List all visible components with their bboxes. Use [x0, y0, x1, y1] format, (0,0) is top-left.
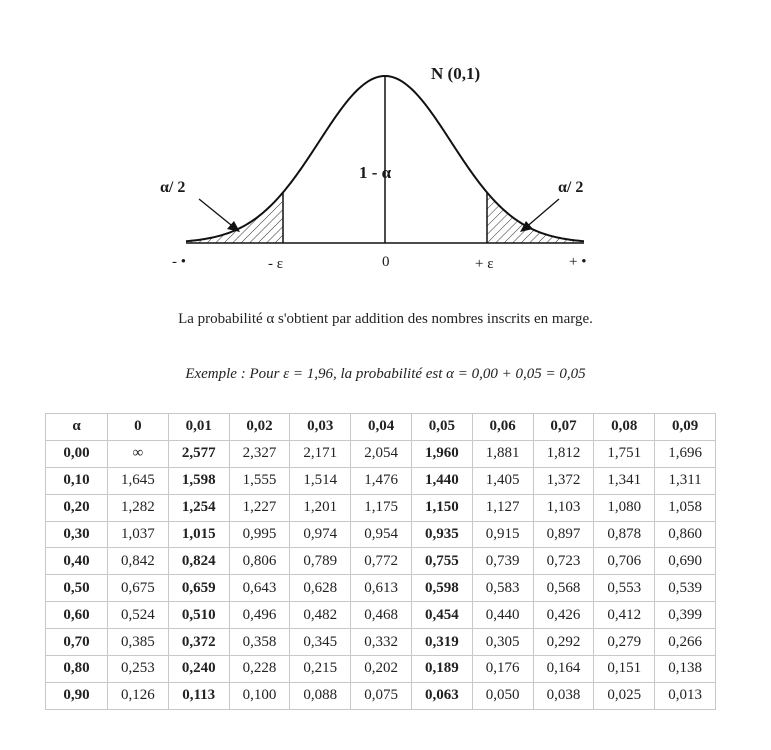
table-cell: 0,345: [290, 629, 351, 656]
table-cell: 0,690: [655, 548, 716, 575]
table-cell: 0,358: [229, 629, 290, 656]
table-cell: 0,253: [108, 656, 169, 683]
table-cell: 0,454: [411, 602, 472, 629]
table-cell: 0,468: [351, 602, 412, 629]
table-cell: 0,539: [655, 575, 716, 602]
table-cell: 0,138: [655, 656, 716, 683]
table-row: [46, 440, 716, 467]
table-row: [46, 602, 716, 629]
table-cell: 1,514: [290, 467, 351, 494]
row-header: 0,00: [46, 440, 108, 467]
table-cell: 0,659: [168, 575, 229, 602]
table-cell: 1,960: [411, 440, 472, 467]
table-row: [46, 494, 716, 521]
row-header: 0,60: [46, 602, 108, 629]
epsilon-table: [45, 413, 716, 710]
table-cell: 0,332: [351, 629, 412, 656]
table-cell: 1,201: [290, 494, 351, 521]
table-cell: 2,171: [290, 440, 351, 467]
tick-negative-infinity: - •: [172, 254, 186, 270]
table-cell: 0,954: [351, 521, 412, 548]
table-cell: 0,860: [655, 521, 716, 548]
table-cell: 0,723: [533, 548, 594, 575]
header-column: 0,08: [594, 414, 655, 441]
table-cell: 0,974: [290, 521, 351, 548]
table-cell: 0,568: [533, 575, 594, 602]
table-cell: 0,088: [290, 682, 351, 709]
row-header: 0,40: [46, 548, 108, 575]
table-cell: 1,015: [168, 521, 229, 548]
table-cell: 1,058: [655, 494, 716, 521]
right-tail-label: α/ 2: [558, 179, 584, 196]
table-cell: 0,266: [655, 629, 716, 656]
table-row: [46, 629, 716, 656]
table-cell: 0,038: [533, 682, 594, 709]
table-cell: 1,645: [108, 467, 169, 494]
header-column: 0,03: [290, 414, 351, 441]
table-row: [46, 656, 716, 683]
table-cell: 1,372: [533, 467, 594, 494]
normal-distribution-figure: [0, 0, 771, 300]
table-cell: 0,613: [351, 575, 412, 602]
table-cell: 0,524: [108, 602, 169, 629]
table-cell: 1,175: [351, 494, 412, 521]
table-cell: 1,254: [168, 494, 229, 521]
table-cell: 1,127: [472, 494, 533, 521]
table-cell: 0,305: [472, 629, 533, 656]
table-cell: 1,440: [411, 467, 472, 494]
table-cell: 0,482: [290, 602, 351, 629]
table-cell: 0,399: [655, 602, 716, 629]
caption-probability: La probabilité α s'obtient par addition des nombres inscrits en marge.: [178, 311, 593, 327]
tick-positive-infinity: + •: [569, 254, 587, 270]
table-cell: 1,150: [411, 494, 472, 521]
table-cell: 0,553: [594, 575, 655, 602]
header-column: 0,07: [533, 414, 594, 441]
table-cell: 0,025: [594, 682, 655, 709]
table-cell: 0,319: [411, 629, 472, 656]
row-header: 0,30: [46, 521, 108, 548]
tick-plus-epsilon: + ε: [475, 256, 494, 272]
table-row: [46, 467, 716, 494]
table-cell: 1,311: [655, 467, 716, 494]
row-header: 0,90: [46, 682, 108, 709]
table-cell: 1,598: [168, 467, 229, 494]
table-cell: 1,405: [472, 467, 533, 494]
table-cell: 0,151: [594, 656, 655, 683]
table-cell: 1,103: [533, 494, 594, 521]
table-cell: 0,897: [533, 521, 594, 548]
table-cell: 1,282: [108, 494, 169, 521]
table-cell: 0,772: [351, 548, 412, 575]
table-cell: 0,164: [533, 656, 594, 683]
table-cell: 0,063: [411, 682, 472, 709]
distribution-label: N (0,1): [431, 64, 481, 83]
table-cell: 0,240: [168, 656, 229, 683]
table-cell: 0,215: [290, 656, 351, 683]
table-cell: 0,100: [229, 682, 290, 709]
table-cell: 0,202: [351, 656, 412, 683]
right-tail-arrow: [524, 199, 559, 229]
tick-zero: 0: [382, 254, 390, 270]
table-cell: 0,789: [290, 548, 351, 575]
table-cell: 0,878: [594, 521, 655, 548]
table-cell: 0,824: [168, 548, 229, 575]
table-cell: 1,227: [229, 494, 290, 521]
table-cell: 0,915: [472, 521, 533, 548]
header-column: 0,01: [168, 414, 229, 441]
table-cell: 0,412: [594, 602, 655, 629]
table-cell: 1,341: [594, 467, 655, 494]
header-column: 0: [108, 414, 169, 441]
table-cell: 2,054: [351, 440, 412, 467]
table-cell: 0,292: [533, 629, 594, 656]
table-cell: 0,755: [411, 548, 472, 575]
table-cell: 0,806: [229, 548, 290, 575]
table-cell: 0,176: [472, 656, 533, 683]
table-cell: 0,583: [472, 575, 533, 602]
left-tail-arrow: [199, 199, 236, 229]
table-cell: 1,696: [655, 440, 716, 467]
table-cell: 0,510: [168, 602, 229, 629]
table-header-row: [46, 414, 716, 441]
table-row: [46, 521, 716, 548]
table-cell: 2,327: [229, 440, 290, 467]
table-cell: 0,739: [472, 548, 533, 575]
table-cell: 0,440: [472, 602, 533, 629]
table-cell: 0,426: [533, 602, 594, 629]
table-cell: 0,628: [290, 575, 351, 602]
table-cell: 0,279: [594, 629, 655, 656]
table-cell: 1,037: [108, 521, 169, 548]
table-cell: 0,935: [411, 521, 472, 548]
table-cell: 0,228: [229, 656, 290, 683]
header-column: 0,04: [351, 414, 412, 441]
header-column: 0,02: [229, 414, 290, 441]
table-cell: 0,189: [411, 656, 472, 683]
table-cell: 0,385: [108, 629, 169, 656]
row-header: 0,10: [46, 467, 108, 494]
tick-minus-epsilon: - ε: [268, 256, 284, 272]
caption-example: Exemple : Pour ε = 1,96, la probabilité est α = 0,00 + 0,05 = 0,05: [185, 366, 586, 382]
table-cell: ∞: [108, 440, 169, 467]
left-tail-label: α/ 2: [160, 179, 186, 196]
table-cell: 0,126: [108, 682, 169, 709]
right-tail-area: [487, 192, 584, 243]
table-cell: 2,577: [168, 440, 229, 467]
table-cell: 0,706: [594, 548, 655, 575]
table-cell: 1,476: [351, 467, 412, 494]
header-alpha: α: [46, 414, 108, 441]
table-cell: 1,751: [594, 440, 655, 467]
table-cell: 0,675: [108, 575, 169, 602]
header-column: 0,09: [655, 414, 716, 441]
table-cell: 0,643: [229, 575, 290, 602]
header-column: 0,05: [411, 414, 472, 441]
header-column: 0,06: [472, 414, 533, 441]
table-cell: 0,013: [655, 682, 716, 709]
table-cell: 1,881: [472, 440, 533, 467]
table-cell: 1,080: [594, 494, 655, 521]
center-area-label: 1 - α: [359, 163, 392, 182]
table-cell: 0,113: [168, 682, 229, 709]
table-cell: 0,842: [108, 548, 169, 575]
table-cell: 0,496: [229, 602, 290, 629]
table-cell: 0,050: [472, 682, 533, 709]
table-cell: 1,555: [229, 467, 290, 494]
table-row: [46, 548, 716, 575]
row-header: 0,50: [46, 575, 108, 602]
row-header: 0,20: [46, 494, 108, 521]
table-cell: 0,075: [351, 682, 412, 709]
row-header: 0,70: [46, 629, 108, 656]
table-row: [46, 575, 716, 602]
table-row: [46, 682, 716, 709]
row-header: 0,80: [46, 656, 108, 683]
table-cell: 0,598: [411, 575, 472, 602]
table-cell: 1,812: [533, 440, 594, 467]
table-cell: 0,995: [229, 521, 290, 548]
table-cell: 0,372: [168, 629, 229, 656]
